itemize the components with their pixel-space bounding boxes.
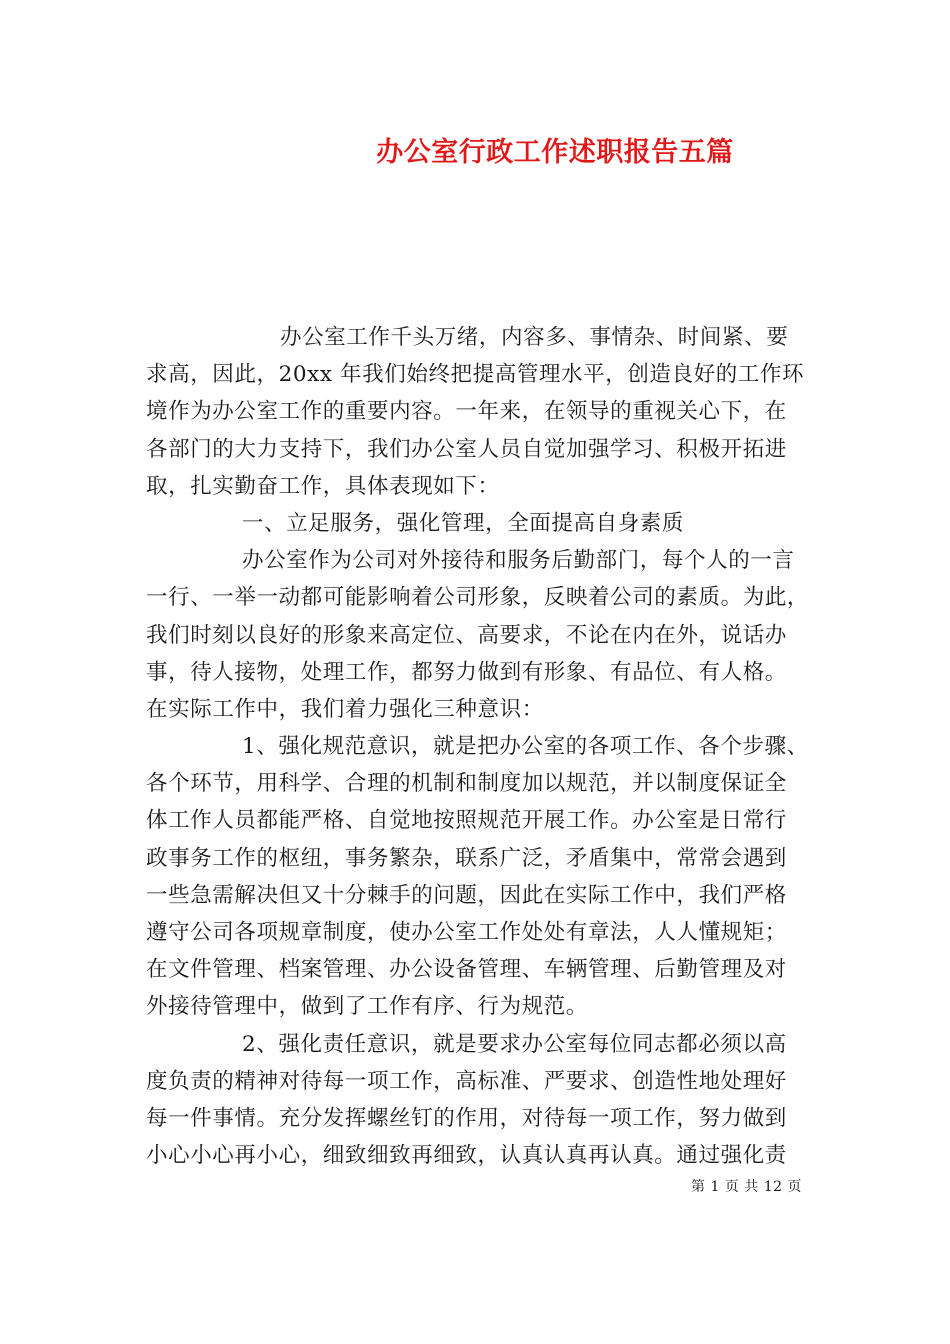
body-line: 在实际工作中，我们着力强化三种意识： (146, 696, 544, 722)
body-line: 小心小心再小心，细致细致再细致，认真认真再认真。通过强化责 (146, 1143, 787, 1169)
document-title: 办公室行政工作述职报告五篇 (376, 137, 734, 168)
body-line: 一些急需解决但又十分棘手的问题，因此在实际工作中，我们严格 (146, 882, 787, 908)
body-line: 1、强化规范意识，就是把办公室的各项工作、各个步骤、 (242, 734, 809, 760)
body-line: 每一件事情。充分发挥螺丝钉的作用，对待每一项工作，努力做到 (146, 1105, 787, 1131)
body-line: 取，扎实勤奋工作，具体表现如下： (146, 473, 500, 499)
document-body (146, 319, 816, 1174)
body-line: 我们时刻以良好的形象来高定位、高要求，不论在内在外，说话办 (146, 622, 787, 648)
body-line: 政事务工作的枢纽，事务繁杂，联系广泛，矛盾集中，常常会遇到 (146, 845, 787, 871)
body-line: 在文件管理、档案管理、办公设备管理、车辆管理、后勤管理及对 (146, 957, 787, 983)
body-line: 各部门的大力支持下，我们办公室人员自觉加强学习、积极开拓进 (146, 436, 787, 462)
body-line: 一行、一举一动都可能影响着公司形象，反映着公司的素质。为此， (146, 585, 810, 611)
body-line: 事，待人接物，处理工作，都努力做到有形象、有品位、有人格。 (146, 659, 787, 685)
body-line: 遵守公司各项规章制度，使办公室工作处处有章法，人人懂规矩； (146, 920, 787, 945)
body-line: 一、立足服务，强化管理，全面提高自身素质 (242, 510, 685, 536)
body-line: 外接待管理中，做到了工作有序、行为规范。 (146, 994, 589, 1020)
body-line: 各个环节，用科学、合理的机制和制度加以规范，并以制度保证全 (146, 771, 787, 797)
body-line: 办公室作为公司对外接待和服务后勤部门，每个人的一言 (242, 548, 795, 574)
page-footer: 第 1 页 共 12 页 (691, 1179, 802, 1195)
body-line: 境作为办公室工作的重要内容。一年来，在领导的重视关心下，在 (146, 399, 787, 425)
body-line: 办公室工作千头万绪，内容多、事情杂、时间紧、要 (280, 325, 789, 350)
body-line: 体工作人员都能严格、自觉地按照规范开展工作。办公室是日常行 (146, 808, 787, 834)
body-line: 2、强化责任意识，就是要求办公室每位同志都必须以高 (242, 1031, 787, 1057)
body-line: 度负责的精神对待每一项工作，高标准、严要求、创造性地处理好 (146, 1068, 787, 1094)
body-line: 求高，因此，20xx 年我们始终把提高管理水平，创造良好的工作环 (146, 362, 805, 388)
